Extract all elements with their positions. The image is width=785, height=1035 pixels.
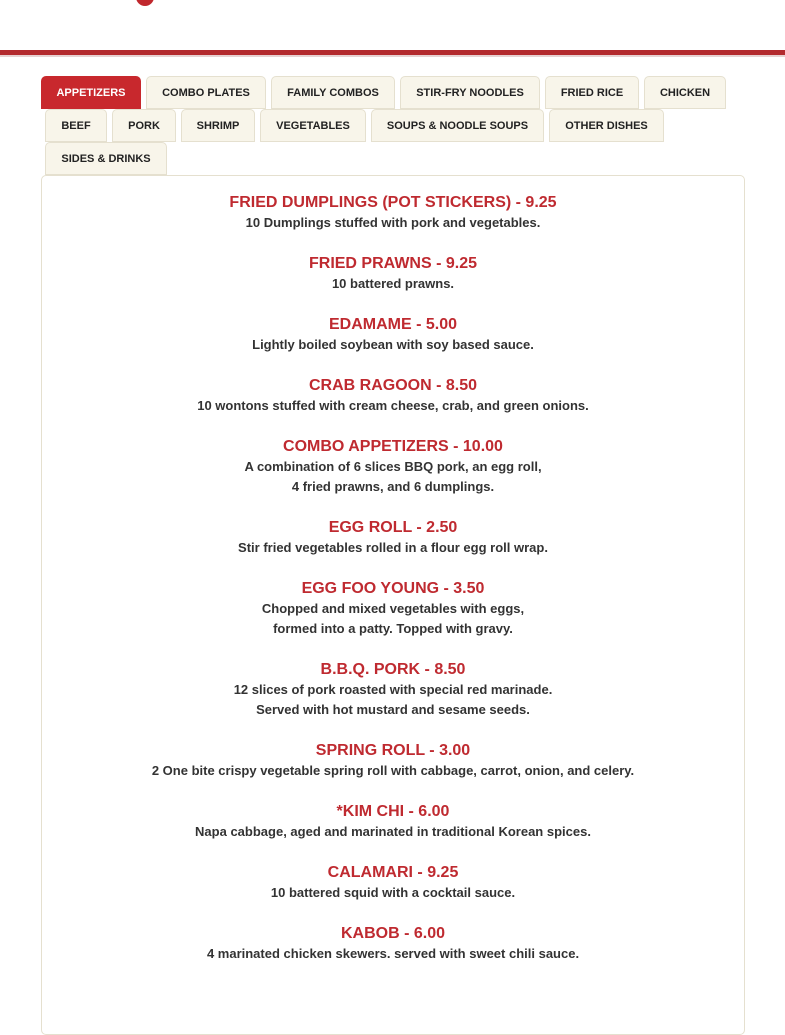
menu-item bbox=[41, 518, 745, 558]
item-title: CRAB RAGOON - 8.50 bbox=[308, 377, 478, 394]
header-divider-shadow bbox=[0, 55, 785, 57]
item-description: 10 wontons stuffed with cream cheese, crab, and green onions. bbox=[197, 398, 589, 413]
tab-combo-plates[interactable]: COMBO PLATES bbox=[146, 76, 266, 109]
item-title: FRIED PRAWNS - 9.25 bbox=[308, 255, 478, 272]
tab-soups-noodle-soups[interactable]: SOUPS & NOODLE SOUPS bbox=[371, 109, 544, 142]
menu-item bbox=[41, 254, 745, 294]
item-title: EGG FOO YOUNG - 3.50 bbox=[301, 580, 485, 597]
item-description: Stir fried vegetables rolled in a flour egg roll wrap. bbox=[238, 540, 548, 555]
item-title: EDAMAME - 5.00 bbox=[328, 316, 458, 333]
item-description: 10 battered squid with a cocktail sauce. bbox=[270, 885, 516, 900]
tab-appetizers[interactable]: APPETIZERS bbox=[41, 76, 141, 109]
item-title: FRIED DUMPLINGS (POT STICKERS) - 9.25 bbox=[229, 194, 557, 211]
tab-chicken[interactable]: CHICKEN bbox=[644, 76, 726, 109]
item-description: 4 marinated chicken skewers. served with sweet chili sauce. bbox=[206, 946, 580, 961]
tab-sides-drinks[interactable]: SIDES & DRINKS bbox=[45, 142, 167, 175]
menu-item bbox=[41, 741, 745, 781]
item-description: Served with hot mustard and sesame seeds. bbox=[256, 702, 530, 717]
item-description: Lightly boiled soybean with soy based sauce. bbox=[252, 337, 534, 352]
item-description: A combination of 6 slices BBQ pork, an egg roll, bbox=[244, 459, 542, 474]
tab-beef[interactable]: BEEF bbox=[45, 109, 107, 142]
item-description: Chopped and mixed vegetables with eggs, bbox=[261, 601, 525, 616]
item-title: EGG ROLL - 2.50 bbox=[328, 519, 458, 536]
item-description: 10 battered prawns. bbox=[331, 276, 455, 291]
tab-stir-fry-noodles[interactable]: STIR-FRY NOODLES bbox=[400, 76, 540, 109]
tab-other-dishes[interactable]: OTHER DISHES bbox=[549, 109, 664, 142]
menu-item bbox=[41, 315, 745, 355]
menu-item bbox=[41, 660, 745, 720]
item-description: formed into a patty. Topped with gravy. bbox=[273, 621, 513, 636]
item-description: 2 One bite crispy vegetable spring roll with cabbage, carrot, onion, and celery. bbox=[151, 763, 635, 778]
item-description: 12 slices of pork roasted with special red marinade. bbox=[233, 682, 553, 697]
item-title: B.B.Q. PORK - 8.50 bbox=[320, 661, 466, 678]
item-description: Napa cabbage, aged and marinated in traditional Korean spices. bbox=[195, 824, 591, 839]
menu-item bbox=[41, 802, 745, 842]
tab-pork[interactable]: PORK bbox=[112, 109, 176, 142]
item-title: SPRING ROLL - 3.00 bbox=[315, 742, 471, 759]
menu-item bbox=[41, 863, 745, 903]
menu-item bbox=[41, 376, 745, 416]
item-title: CALAMARI - 9.25 bbox=[327, 864, 459, 881]
menu-item bbox=[41, 924, 745, 964]
item-title: KABOB - 6.00 bbox=[340, 925, 446, 942]
menu-item bbox=[41, 579, 745, 639]
tab-vegetables[interactable]: VEGETABLES bbox=[260, 109, 366, 142]
tab-shrimp[interactable]: SHRIMP bbox=[181, 109, 255, 142]
tab-fried-rice[interactable]: FRIED RICE bbox=[545, 76, 639, 109]
item-title: COMBO APPETIZERS - 10.00 bbox=[283, 438, 503, 455]
item-title: *KIM CHI - 6.00 bbox=[336, 803, 450, 820]
tab-family-combos[interactable]: FAMILY COMBOS bbox=[271, 76, 395, 109]
menu-item bbox=[41, 437, 745, 497]
item-description: 10 Dumplings stuffed with pork and vegetables. bbox=[245, 215, 541, 230]
item-description: 4 fried prawns, and 6 dumplings. bbox=[291, 479, 495, 494]
logo-icon[interactable] bbox=[136, 0, 154, 6]
menu-item bbox=[41, 193, 745, 233]
